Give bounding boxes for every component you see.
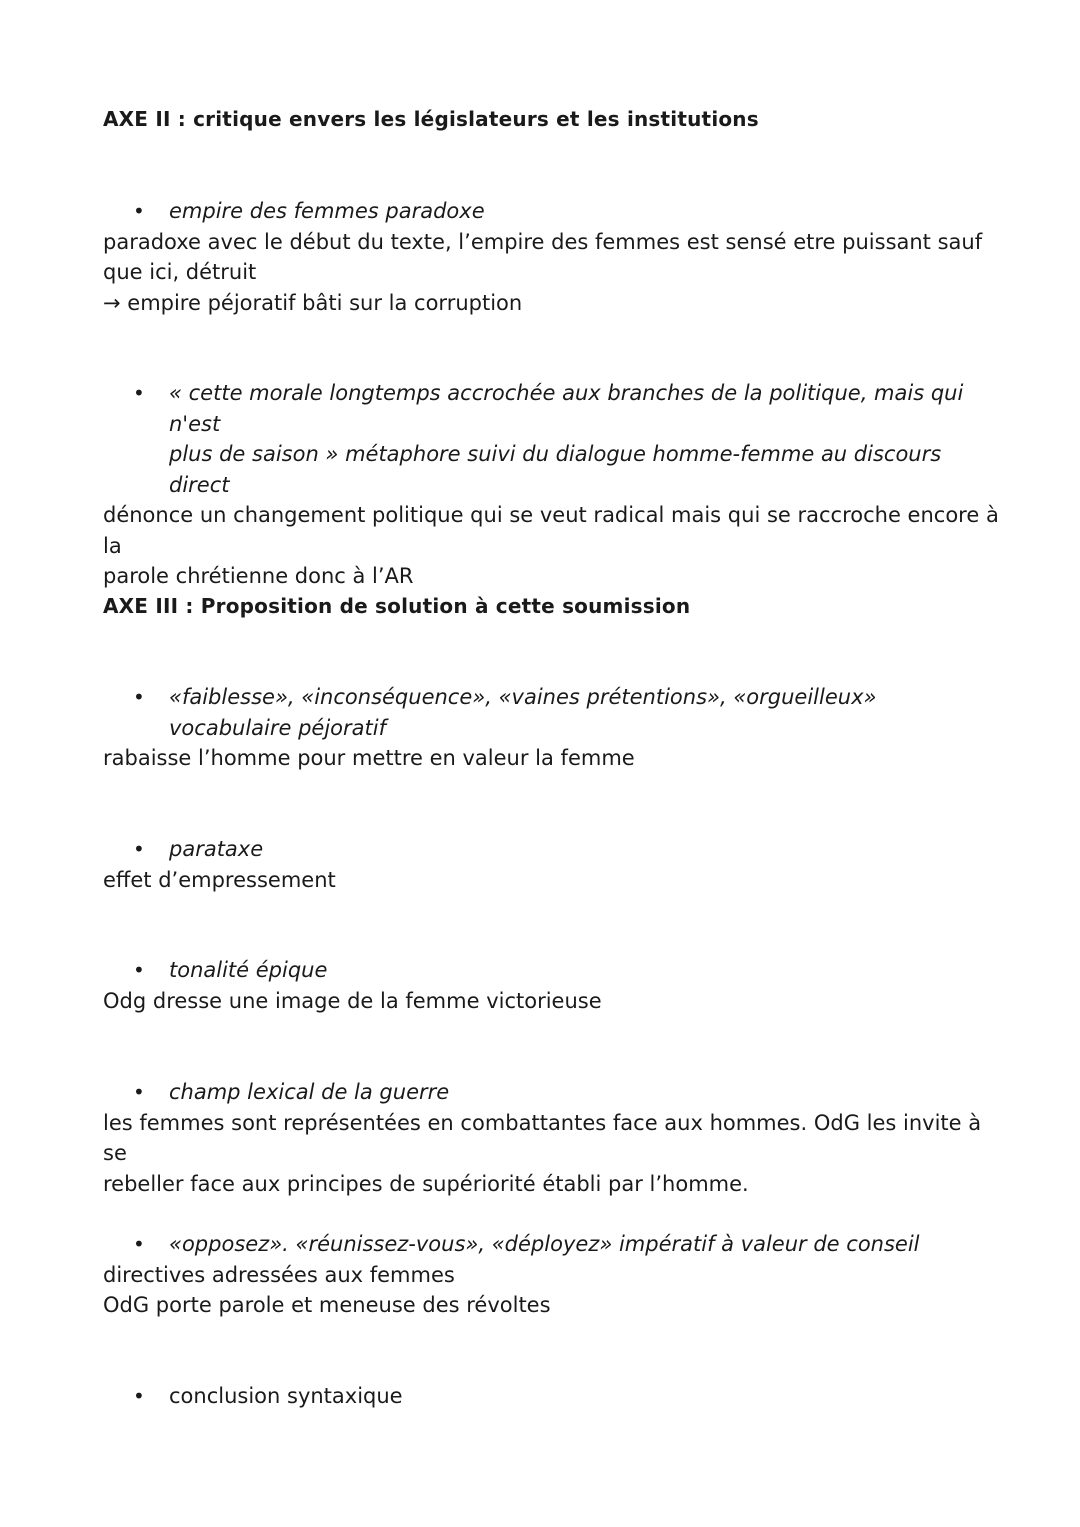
explanation-line: OdG porte parole et meneuse des révoltes [103, 1293, 551, 1317]
explanation-line: les femmes sont représentées en combattantes face aux hommes. OdG les invite à se [103, 1110, 982, 1165]
bullet-text: « cette morale longtemps accrochée aux branches de la politique, mais qui n'est [169, 381, 964, 436]
bullet-point [103, 682, 1003, 713]
explanation-line: → empire péjoratif bâti sur la corruption [103, 290, 523, 315]
explanation-line: effet d’empressement [103, 867, 336, 892]
note-item [103, 1381, 1003, 1412]
bullet-continuation [103, 439, 1003, 500]
note-item [103, 834, 1003, 895]
bullet-icon: • [133, 1232, 145, 1256]
bullet-continuation [103, 713, 1003, 744]
note-item [103, 1077, 1003, 1199]
bullet-text: empire des femmes paradoxe [169, 199, 485, 223]
section-heading-axe-2: AXE II : critique envers les législateurs et les institutions [103, 107, 759, 131]
section-heading-axe-3: AXE III : Proposition de solution à cette soumission [103, 594, 691, 618]
explanation-line: parole chrétienne donc à l’AR [103, 564, 414, 588]
bullet-text: «faiblesse», «inconséquence», «vaines prétentions», «orgueilleux» [169, 685, 877, 709]
bullet-point [103, 1077, 1003, 1108]
bullet-icon: • [133, 381, 145, 405]
bullet-point [103, 1381, 1003, 1412]
explanation-line: rabaisse l’homme pour mettre en valeur la femme [103, 746, 635, 770]
bullet-icon: • [133, 1080, 145, 1104]
bullet-text: «opposez». «réunissez-vous», «déployez» impératif à valeur de conseil [169, 1232, 920, 1256]
note-item [103, 196, 1003, 318]
explanation-line: paradoxe avec le début du texte, l’empire des femmes est sensé etre puissant sauf [103, 229, 983, 254]
note-item [103, 1229, 1003, 1321]
bullet-text: tonalité épique [169, 958, 328, 982]
bullet-point [103, 955, 1003, 986]
bullet-icon: • [133, 199, 145, 223]
bullet-text: conclusion syntaxique [169, 1384, 403, 1408]
bullet-icon: • [133, 958, 145, 982]
explanation-line: dénonce un changement politique qui se veut radical mais qui se raccroche encore à la [103, 503, 999, 558]
note-item [103, 955, 1003, 1016]
bullet-point [103, 834, 1003, 865]
explanation-line: rebeller face aux principes de supériorité établi par l’homme. [103, 1171, 749, 1196]
bullet-point [103, 378, 1003, 439]
bullet-icon: • [133, 685, 145, 709]
bullet-text: champ lexical de la guerre [169, 1080, 450, 1104]
bullet-icon: • [133, 837, 145, 861]
explanation-line: directives adressées aux femmes [103, 1262, 455, 1287]
bullet-text: parataxe [169, 837, 264, 861]
bullet-point [103, 196, 1003, 227]
explanation-line: que ici, détruit [103, 260, 257, 284]
bullet-point [103, 1229, 1003, 1260]
note-item [103, 682, 1003, 774]
bullet-text: vocabulaire péjoratif [169, 715, 386, 740]
note-item [103, 378, 1003, 592]
bullet-icon: • [133, 1384, 145, 1408]
bullet-text: plus de saison » métaphore suivi du dialogue homme-femme au discours direct [169, 442, 942, 497]
explanation-line: Odg dresse une image de la femme victorieuse [103, 988, 602, 1013]
